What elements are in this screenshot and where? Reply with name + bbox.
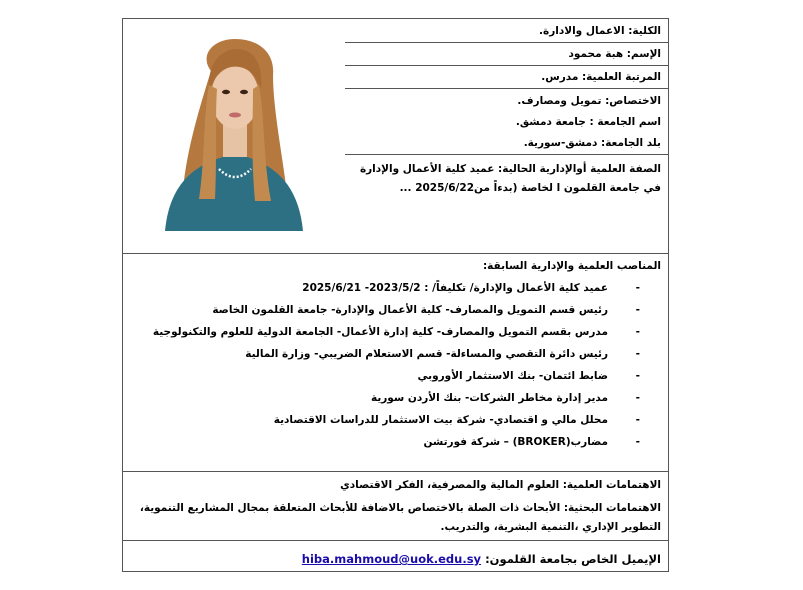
bullet: - (635, 282, 640, 294)
list-item (140, 435, 640, 457)
scientific-interests: الاهتمامات العلمية: العلوم المالية والمصرفية، الفكر الاقتصادي (340, 479, 661, 491)
previous-positions-list (140, 281, 640, 457)
list-item-text: مضارب(BROKER) – شركة فورتشن (423, 436, 608, 448)
list-item (140, 281, 640, 303)
list-item-text: مدير إدارة مخاطر الشركات- بنك الأردن سورية (370, 392, 608, 404)
list-item (140, 303, 640, 325)
list-item (140, 369, 640, 391)
research-interests: الاهتمامات البحثية: الأبحاث ذات الصلة بالاختصاص بالاضافة للأبحاث المتعلقة بمجال المشاريع التنموية، التطوير الإداري ،التنمية البشرية، والتدريب. (139, 502, 661, 533)
list-item (140, 325, 640, 347)
bullet: - (635, 392, 640, 404)
bullet: - (635, 304, 640, 316)
email-label: الإيميل الخاص بجامعة القلمون: (485, 552, 661, 566)
bullet: - (635, 370, 640, 382)
list-item-text: رئيس قسم التمويل والمصارف- كلية الأعمال والإدارة- جامعة القلمون الخاصة (212, 304, 608, 316)
email-row (302, 552, 661, 566)
list-item-text: رئيس دائرة التقصي والمساءلة- قسم الاستعلام الضريبي- وزارة المالية (245, 348, 608, 360)
list-item-text: عميد كلية الأعمال والإدارة/ تكليفاً/ : 2023/5/2- 2025/6/21 (302, 282, 608, 294)
profile-photo (123, 19, 345, 253)
list-item-text: محلل مالي و اقتصادي- شركة بيت الاستثمار للدراسات الاقتصادية (273, 414, 608, 426)
divider (345, 154, 668, 155)
list-item (140, 413, 640, 435)
bullet: - (635, 326, 640, 338)
bullet: - (635, 348, 640, 360)
current-position-field: الصفة العلمية أوالإدارية الحالية: عميد كلية الأعمال والإدارة في جامعة القلمون ا لخاصة (بدءاً من2025/6/22 ... (359, 163, 661, 194)
bullet: - (635, 414, 640, 426)
specialization-field: الاختصاص: تمويل ومصارف. (517, 95, 661, 107)
university-country-field: بلد الجامعة: دمشق-سورية. (523, 137, 661, 149)
divider (123, 253, 668, 254)
photo-cell (123, 19, 345, 253)
previous-positions-title: المناصب العلمية والإدارية السابقة: (482, 260, 661, 272)
faculty-field: الكلية: الاعمال والادارة. (539, 25, 661, 37)
list-item (140, 391, 640, 413)
university-field: اسم الجامعة : جامعة دمشق. (515, 116, 661, 128)
divider (123, 471, 668, 472)
list-item-text: ضابط ائتمان- بنك الاستثمار الأوروبي (417, 370, 608, 382)
email-link[interactable]: hiba.mahmoud@uok.edu.sy (301, 552, 482, 566)
divider (345, 42, 668, 43)
divider (345, 88, 668, 89)
divider (123, 540, 668, 541)
cv-table (122, 18, 669, 572)
divider (345, 65, 668, 66)
bullet: - (635, 436, 640, 448)
list-item (140, 347, 640, 369)
name-field: الإسم: هبة محمود (568, 48, 661, 60)
list-item-text: مدرس بقسم التمويل والمصارف- كلية إدارة الأعمال- الجامعة الدولية للعلوم والتكنولوجية (152, 326, 608, 338)
rank-field: المرتبة العلمية: مدرس. (541, 71, 661, 83)
